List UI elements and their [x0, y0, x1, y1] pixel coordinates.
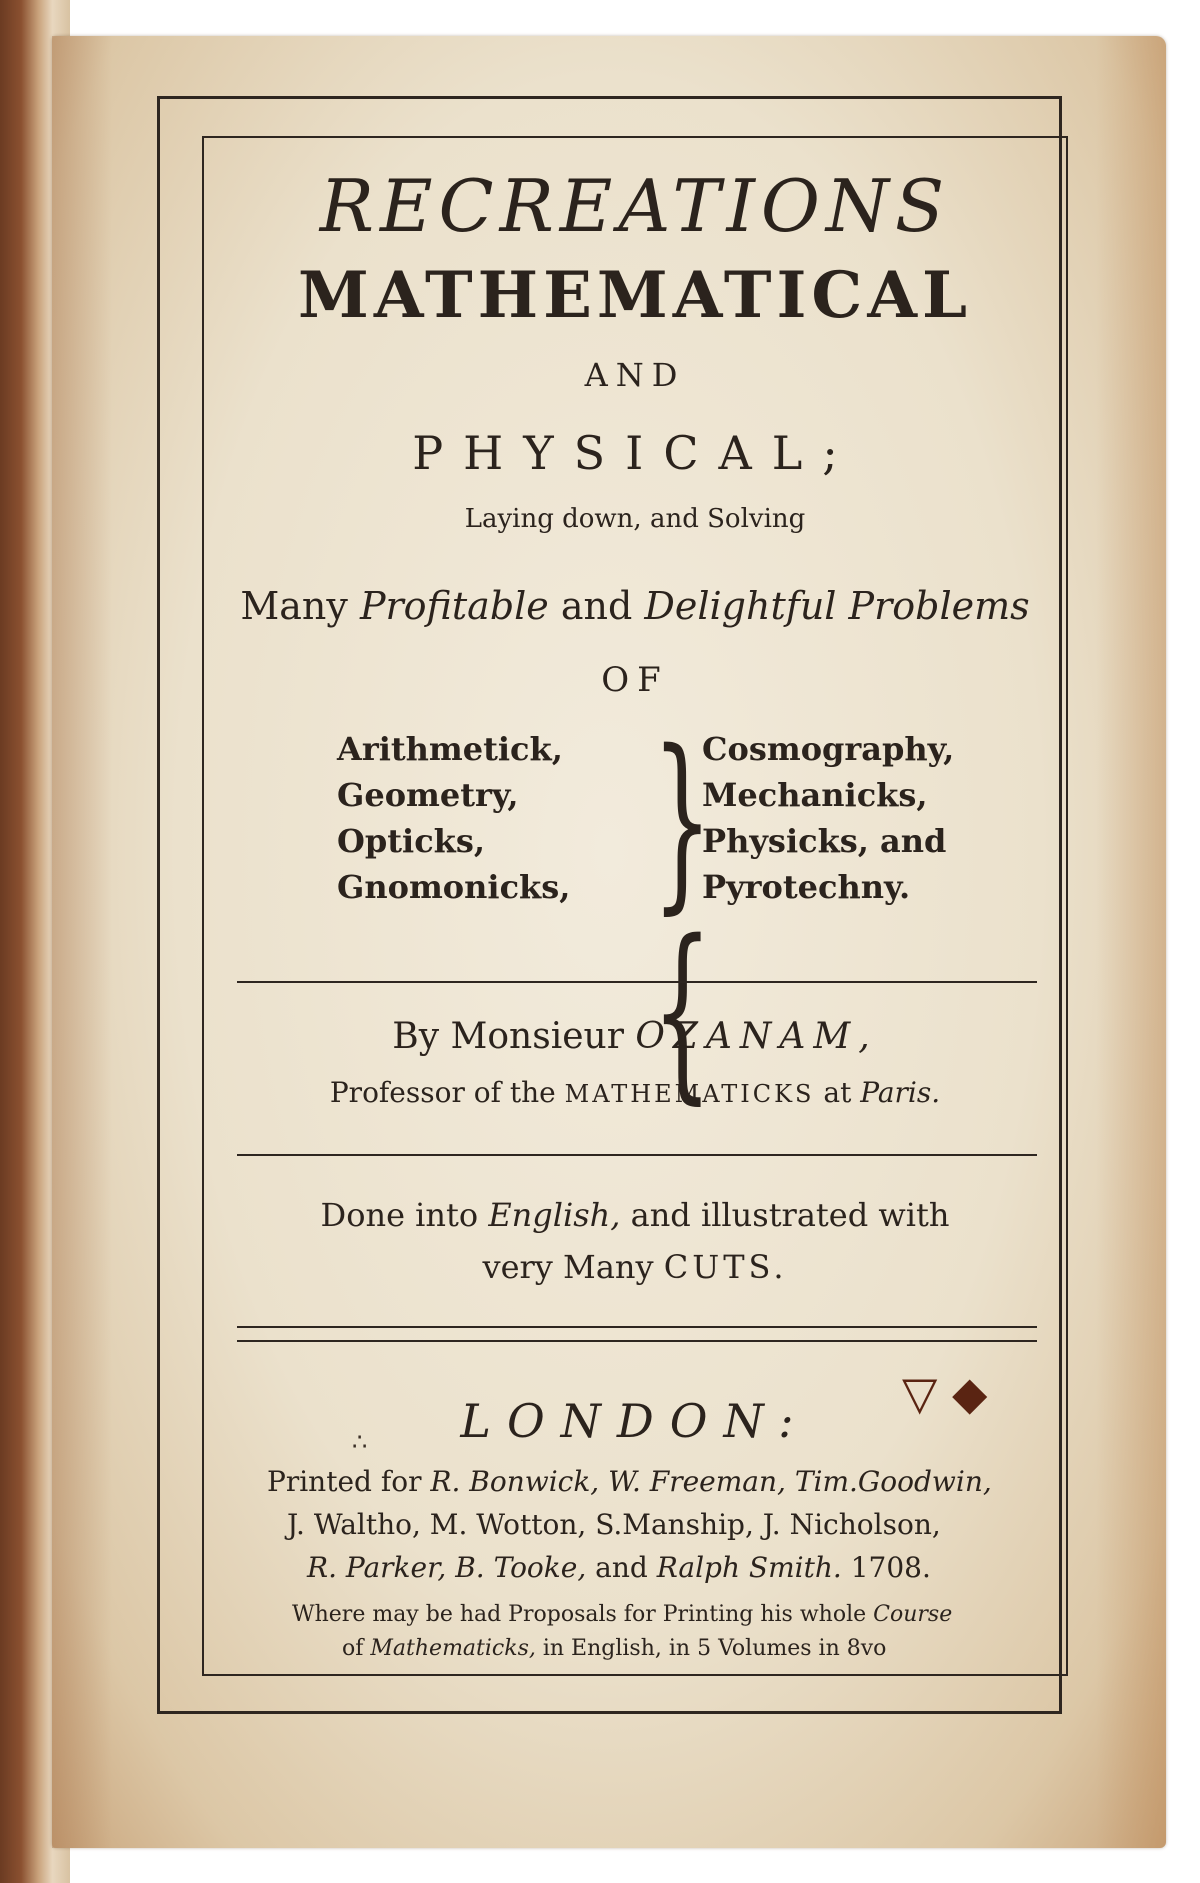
brace-ornament: }{ — [652, 710, 713, 1121]
author-professor-line — [202, 1076, 1068, 1109]
trans-text-c: and illustrated with — [620, 1196, 950, 1234]
many-text-d: Delightful Problems — [644, 584, 1030, 628]
title-recreations: RECREATIONS — [319, 164, 951, 248]
page-stain-left — [52, 36, 112, 1848]
subject-item: Mechanicks, — [702, 776, 928, 814]
imprint-line-2: J. Waltho, M. Wotton, S.Manship, J. Nicholson, — [287, 1508, 941, 1541]
subject-item: Gnomonicks, — [337, 868, 571, 906]
imprint-text-3a: R. Parker, B. Tooke, — [307, 1551, 587, 1584]
trans-text-a: Done into — [320, 1196, 489, 1234]
author-name: OZANAM, — [635, 1016, 878, 1057]
subject-item: Opticks, — [337, 822, 485, 860]
prof-text-a: Professor of the — [329, 1076, 565, 1109]
proposal-text-2c: in English, in 5 Volumes in 8vo — [535, 1636, 887, 1661]
trans-text-e: CUTS. — [663, 1248, 788, 1286]
proposal-line-2 — [342, 1632, 1102, 1666]
many-text-a: Many — [240, 584, 360, 628]
author-by: By Monsieur — [392, 1016, 636, 1057]
translation-line-1 — [202, 1196, 1068, 1234]
ownership-mark: ▽ ◆ — [902, 1366, 988, 1420]
imprint-text-3d: 1708. — [841, 1551, 931, 1584]
proposal-text-2a: of — [342, 1636, 371, 1661]
imprint-text-1a: Printed for — [267, 1465, 431, 1498]
subjects-left — [337, 726, 577, 910]
translation-line-2 — [202, 1248, 1068, 1286]
subtitle-laying: Laying down, and Solving — [464, 504, 806, 534]
prof-text-c: at — [814, 1076, 861, 1109]
subjects-right — [702, 726, 1002, 910]
imprint-text-3b: and — [586, 1551, 657, 1584]
many-text-c: and — [548, 584, 645, 628]
trans-text-d: very Many — [482, 1248, 664, 1286]
prof-text-d: Paris. — [860, 1076, 941, 1109]
divider-rule-1 — [237, 981, 1037, 983]
ornament-dots: ∴ — [352, 1428, 368, 1456]
divider-rule-3 — [237, 1326, 1037, 1328]
subtitle-many — [202, 584, 1068, 628]
imprint-city: LONDON: — [460, 1394, 810, 1448]
subject-item: Geometry, — [337, 776, 519, 814]
prof-text-b: MATHEMATICKS — [564, 1080, 815, 1108]
many-text-b: Profitable — [359, 584, 549, 628]
author-line — [202, 1016, 1068, 1057]
subject-item: Pyrotechny. — [702, 868, 911, 906]
proposal-line-1 — [292, 1598, 1052, 1632]
imprint-text-3c: Ralph Smith. — [656, 1551, 842, 1584]
subtitle-of: OF — [601, 660, 669, 700]
proposal-text-2b: Mathematicks, — [370, 1636, 536, 1661]
title-physical: PHYSICAL; — [412, 426, 858, 480]
divider-rule-2 — [237, 1154, 1037, 1156]
title-page — [52, 36, 1166, 1848]
imprint-line-1 — [267, 1461, 1067, 1503]
subject-item: Physicks, and — [702, 822, 947, 860]
imprint-line-3 — [307, 1547, 1107, 1589]
subject-item: Arithmetick, — [337, 730, 563, 768]
trans-text-b: English, — [488, 1196, 621, 1234]
subject-item: Cosmography, — [702, 730, 955, 768]
title-and: AND — [584, 356, 686, 394]
proposal-text-1b: Course — [873, 1602, 953, 1627]
title-mathematical: MATHEMATICAL — [297, 258, 973, 333]
imprint-text-1b: R. Bonwick, W. Freeman, Tim.Goodwin, — [430, 1465, 992, 1498]
divider-rule-4 — [237, 1340, 1037, 1342]
proposal-text-1a: Where may be had Proposals for Printing his whole — [292, 1602, 874, 1627]
